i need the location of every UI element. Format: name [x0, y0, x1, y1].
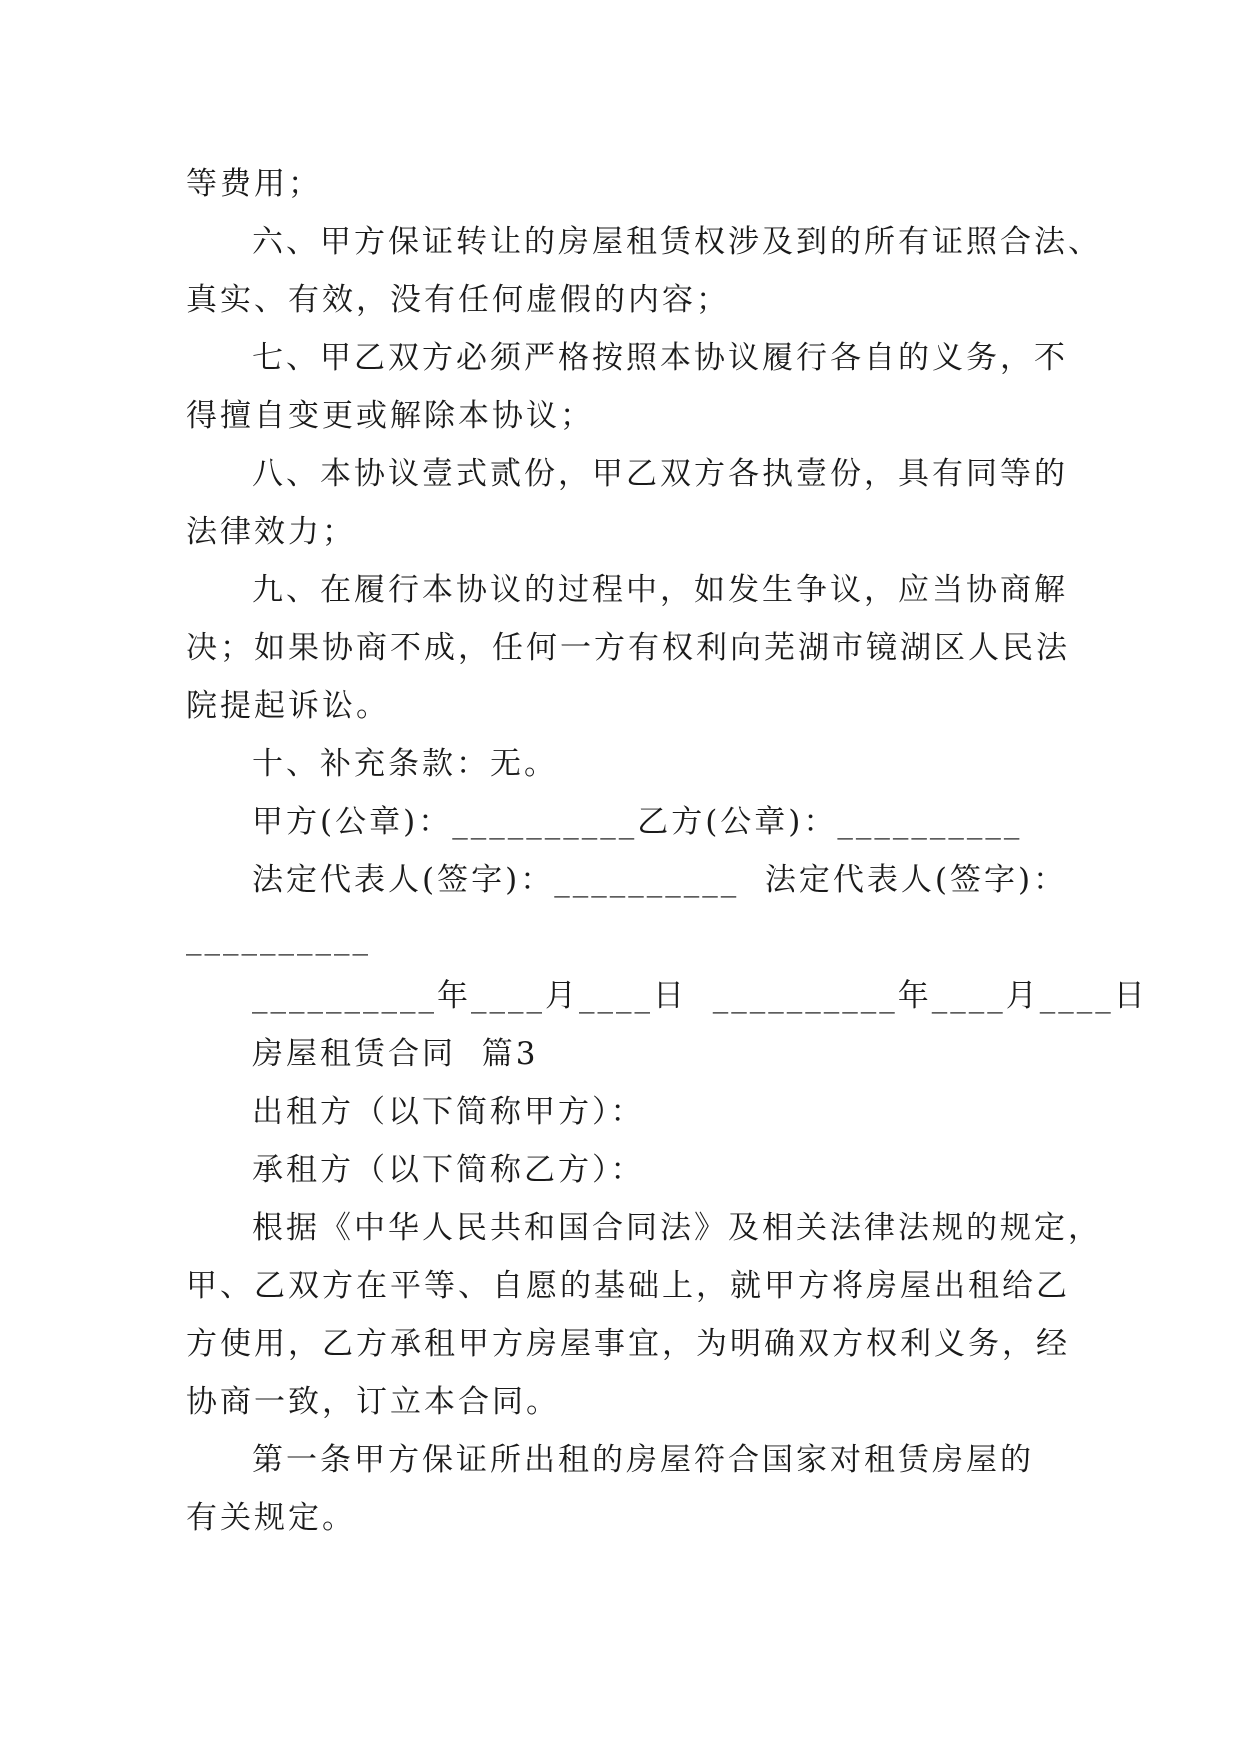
- text-line: 十、补充条款：无。: [252, 746, 558, 782]
- text-line: 六、甲方保证转让的房屋租赁权涉及到的所有证照合法、: [252, 224, 1102, 260]
- text-line: 协商一致，订立本合同。: [186, 1384, 560, 1420]
- text-line: 九、在履行本协议的过程中，如发生争议，应当协商解: [252, 572, 1068, 608]
- text-line: 真实、有效，没有任何虚假的内容；: [186, 282, 730, 318]
- text-line: 决；如果协商不成，任何一方有权利向芜湖市镜湖区人民法: [186, 630, 1070, 666]
- text-line: 等费用；: [186, 166, 322, 202]
- signature-line: 法定代表人(签字)：__________ 法定代表人(签字)：: [252, 862, 1068, 898]
- section-title: 房屋租赁合同 篇3: [252, 1036, 539, 1072]
- text-line: 承租方（以下简称乙方）：: [252, 1152, 645, 1188]
- signature-line: 甲方(公章)：__________乙方(公章)：__________: [252, 804, 1023, 840]
- text-line: 八、本协议壹式贰份，甲乙双方各执壹份，具有同等的: [252, 456, 1068, 492]
- text-line: 甲、乙双方在平等、自愿的基础上，就甲方将房屋出租给乙: [186, 1268, 1070, 1304]
- text-line: 方使用，乙方承租甲方房屋事宜，为明确双方权利义务，经: [186, 1326, 1070, 1362]
- text-line: 根据《中华人民共和国合同法》及相关法律法规的规定，: [252, 1210, 1102, 1246]
- date-line: __________年____月____日 __________年____月____日: [252, 978, 1148, 1014]
- signature-line: __________: [186, 920, 371, 956]
- text-line: 院提起诉讼。: [186, 688, 390, 724]
- text-line: 第一条甲方保证所出租的房屋符合国家对租赁房屋的: [252, 1442, 1034, 1478]
- text-line: 得擅自变更或解除本协议；: [186, 398, 594, 434]
- text-line: 有关规定。: [186, 1500, 356, 1536]
- text-line: 出租方（以下简称甲方）：: [252, 1094, 645, 1130]
- text-line: 七、甲乙双方必须严格按照本协议履行各自的义务，不: [252, 340, 1068, 376]
- text-line: 法律效力；: [186, 514, 356, 550]
